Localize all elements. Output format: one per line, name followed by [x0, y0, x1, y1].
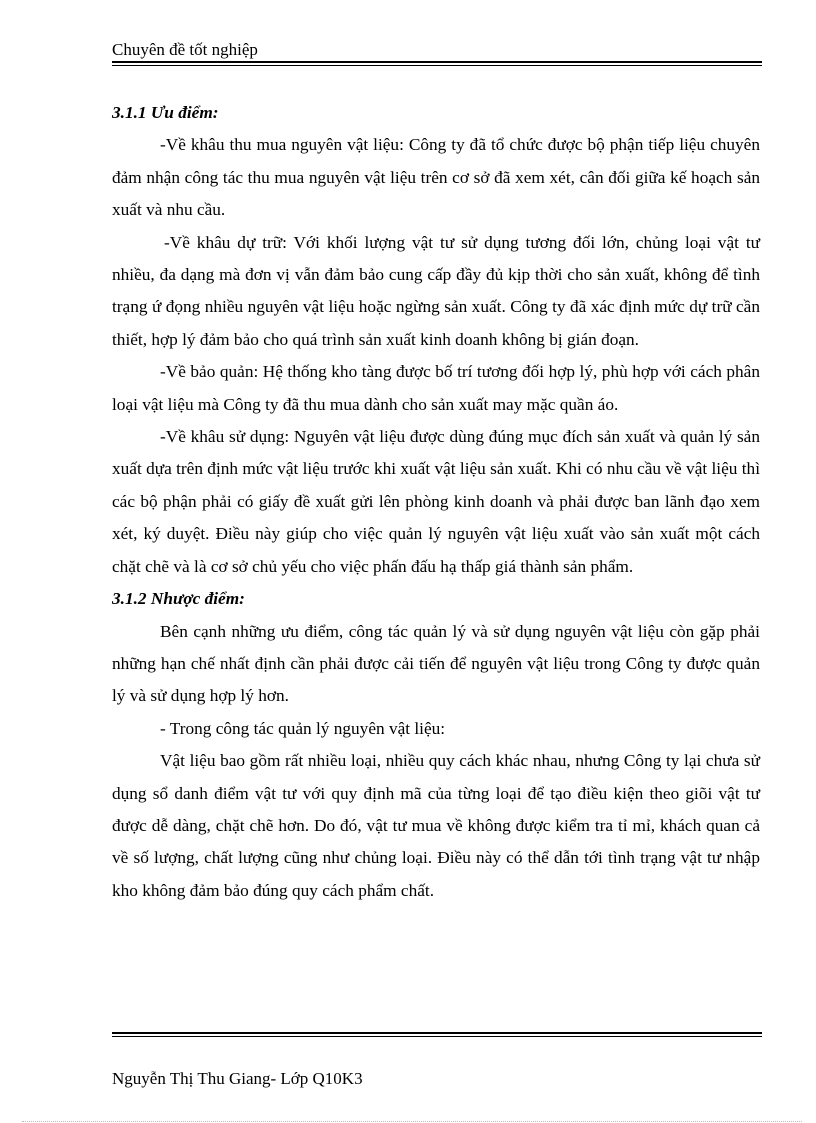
- footer-rule: [112, 1032, 762, 1037]
- paragraph: -Về bảo quản: Hệ thống kho tàng được bố trí tương đối hợp lý, phù hợp với cách phân loại vật liệu mà Công ty đã thu mua dành cho sản xuất may mặc quần áo.: [112, 362, 760, 414]
- paragraph: Bên cạnh những ưu điểm, công tác quản lý và sử dụng nguyên vật liệu còn gặp phải những hạn chế nhất định cần phải được cải tiến để nguyên vật liệu trong Công ty được quản lý và sử dụng hợp lý hơn.: [112, 621, 760, 706]
- paragraph: -Về khâu dự trữ: Với khối lượng vật tư sử dụng tương đối lớn, chủng loại vật tư nhiều, đa dạng mà đơn vị vẫn đảm bảo cung cấp đầy đủ kịp thời cho sản xuất, không để tình trạng ứ đọng nhiều nguyên vật liệu hoặc ngừng sản xuất. Công ty đã xác định mức dự trữ cần thiết, hợp lý đảm bảo cho quá trình sản xuất kinh doanh không bị gián đoạn.: [112, 232, 760, 349]
- section-heading-disadvantages: 3.1.2 Nhược điểm:: [112, 589, 245, 609]
- header-rule: [112, 61, 762, 66]
- page-header: [112, 38, 760, 62]
- paragraph: -Về khâu thu mua nguyên vật liệu: Công ty đã tổ chức được bộ phận tiếp liệu chuyên đảm nhận công tác thu mua nguyên vật liệu trên cơ sở đã xem xét, cân đối giữa kế hoạch sản xuất và nhu cầu.: [112, 135, 760, 220]
- paragraph: - Trong công tác quản lý nguyên vật liệu:: [160, 718, 446, 738]
- page-footer: [112, 1067, 760, 1091]
- footer-author: Nguyễn Thị Thu Giang- Lớp Q10K3: [112, 1069, 363, 1088]
- section-heading-advantages: 3.1.1 Ưu điểm:: [112, 103, 219, 122]
- paragraph: Vật liệu bao gồm rất nhiều loại, nhiều quy cách khác nhau, nhưng Công ty lại chưa sử dụng sổ danh điểm vật tư với quy định mã của từng loại để tạo điều kiện theo giõi vật tư được dễ dàng, chặt chẽ hơn. Do đó, vật tư mua về không được kiểm tra tỉ mỉ, khách quan cả về số lượng, chất lượng cũng như chủng loại. Điều này có thể dẫn tới tình trạng vật tư nhập kho không đảm bảo đúng quy cách phẩm chất.: [112, 751, 760, 900]
- page-edge-divider: [22, 1121, 802, 1122]
- document-body: [112, 97, 760, 907]
- header-title: Chuyên đề tốt nghiệp: [112, 40, 258, 59]
- paragraph: -Về khâu sử dụng: Nguyên vật liệu được dùng đúng mục đích sản xuất và quản lý sản xuất dựa trên định mức vật liệu trước khi xuất vật liệu sản xuất. Khi có nhu cầu về vật liệu thì các bộ phận phải có giấy đề xuất gửi lên phòng kinh doanh và phải được ban lãnh đạo xem xét, ký duyệt. Điều này giúp cho việc quản lý nguyên vật liệu xuất vào sản xuất một cách chặt chẽ và là cơ sở chủ yếu cho việc phấn đấu hạ thấp giá thành sản phẩm.: [112, 427, 760, 576]
